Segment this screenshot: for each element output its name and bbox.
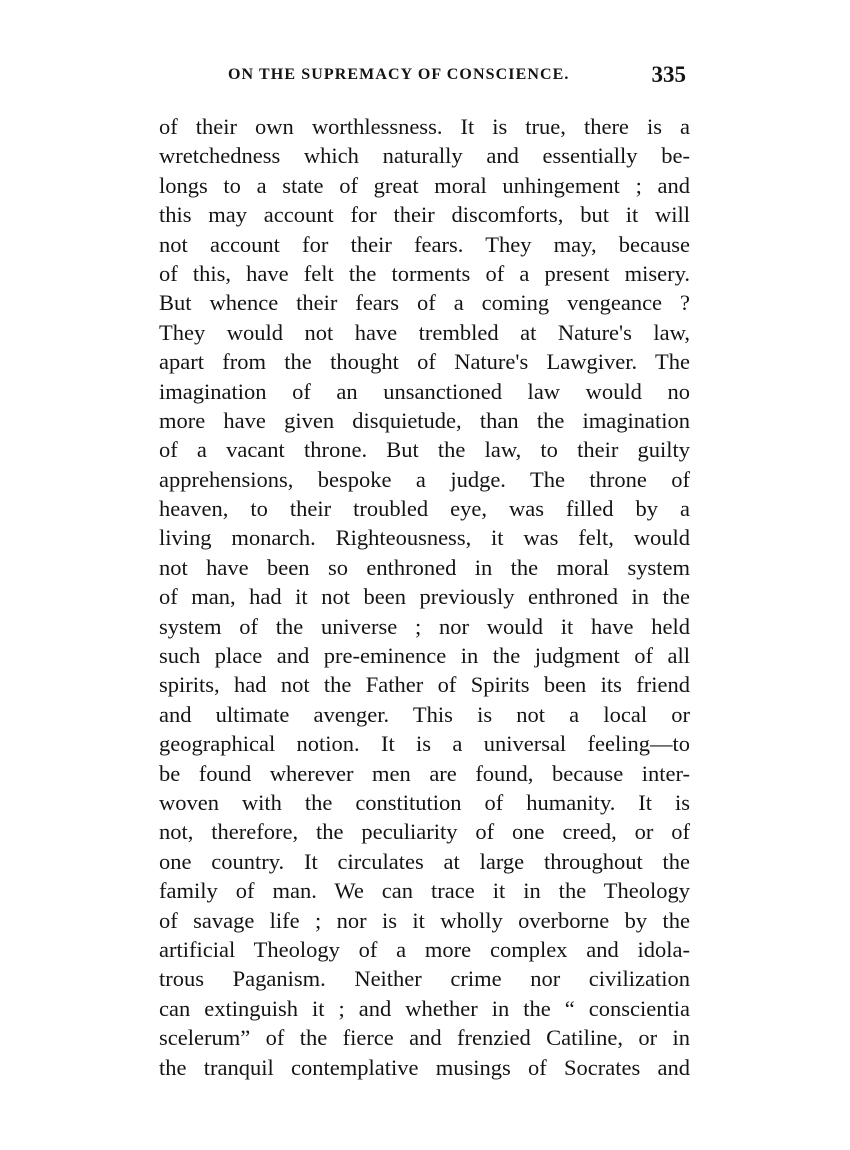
text-line: spirits, had not the Father of Spirits been its friend <box>159 672 690 698</box>
text-line: of a vacant throne. But the law, to their guilty <box>159 437 690 463</box>
running-title: ON THE SUPREMACY OF CONSCIENCE. <box>228 66 570 83</box>
text-line: this may account for their discomforts, but it will <box>159 202 690 228</box>
text-line: heaven, to their troubled eye, was filled by a <box>159 496 690 522</box>
text-line: wretchedness which naturally and essentially be- <box>159 143 690 169</box>
text-line: family of man. We can trace it in the Theology <box>159 878 690 904</box>
text-line: not have been so enthroned in the moral system <box>159 554 690 580</box>
text-line: living monarch. Righteousness, it was felt, would <box>159 525 690 551</box>
text-line: imagination of an unsanctioned law would no <box>159 378 690 404</box>
text-line: one country. It circulates at large throughout the <box>159 848 690 874</box>
text-line: system of the universe ; nor would it have held <box>159 613 690 639</box>
text-line: of this, have felt the torments of a present misery. <box>159 260 690 286</box>
text-line: woven with the constitution of humanity. It is <box>159 789 690 815</box>
body-text <box>159 112 690 1082</box>
text-line: of savage life ; nor is it wholly overborne by the <box>159 907 690 933</box>
text-line: apprehensions, bespoke a judge. The throne of <box>159 466 690 492</box>
text-line: more have given disquietude, than the imagination <box>159 407 690 433</box>
text-line: artificial Theology of a more complex and idola- <box>159 936 690 962</box>
text-line: They would not have trembled at Nature's law, <box>159 319 690 345</box>
text-line: the tranquil contemplative musings of Socrates and <box>159 1054 690 1080</box>
text-line: scelerum” of the fierce and frenzied Catiline, or in <box>159 1025 690 1051</box>
text-line: such place and pre-eminence in the judgment of all <box>159 643 690 669</box>
text-line: can extinguish it ; and whether in the “ conscientia <box>159 995 690 1021</box>
text-line: of man, had it not been previously enthroned in the <box>159 584 690 610</box>
text-line: trous Paganism. Neither crime nor civilization <box>159 966 690 992</box>
page-number: 335 <box>651 62 686 87</box>
running-head <box>228 62 690 92</box>
text-line: longs to a state of great moral unhingement ; and <box>159 172 690 198</box>
text-line: not, therefore, the peculiarity of one creed, or of <box>159 819 690 845</box>
text-line: But whence their fears of a coming vengeance ? <box>159 290 690 316</box>
text-line: of their own worthlessness. It is true, there is a <box>159 114 690 139</box>
text-line: and ultimate avenger. This is not a local or <box>159 701 690 727</box>
text-line: be found wherever men are found, because inter- <box>159 760 690 786</box>
text-line: apart from the thought of Nature's Lawgiver. The <box>159 349 690 375</box>
text-line: geographical notion. It is a universal feeling—to <box>159 731 690 757</box>
text-line: not account for their fears. They may, because <box>159 231 690 257</box>
